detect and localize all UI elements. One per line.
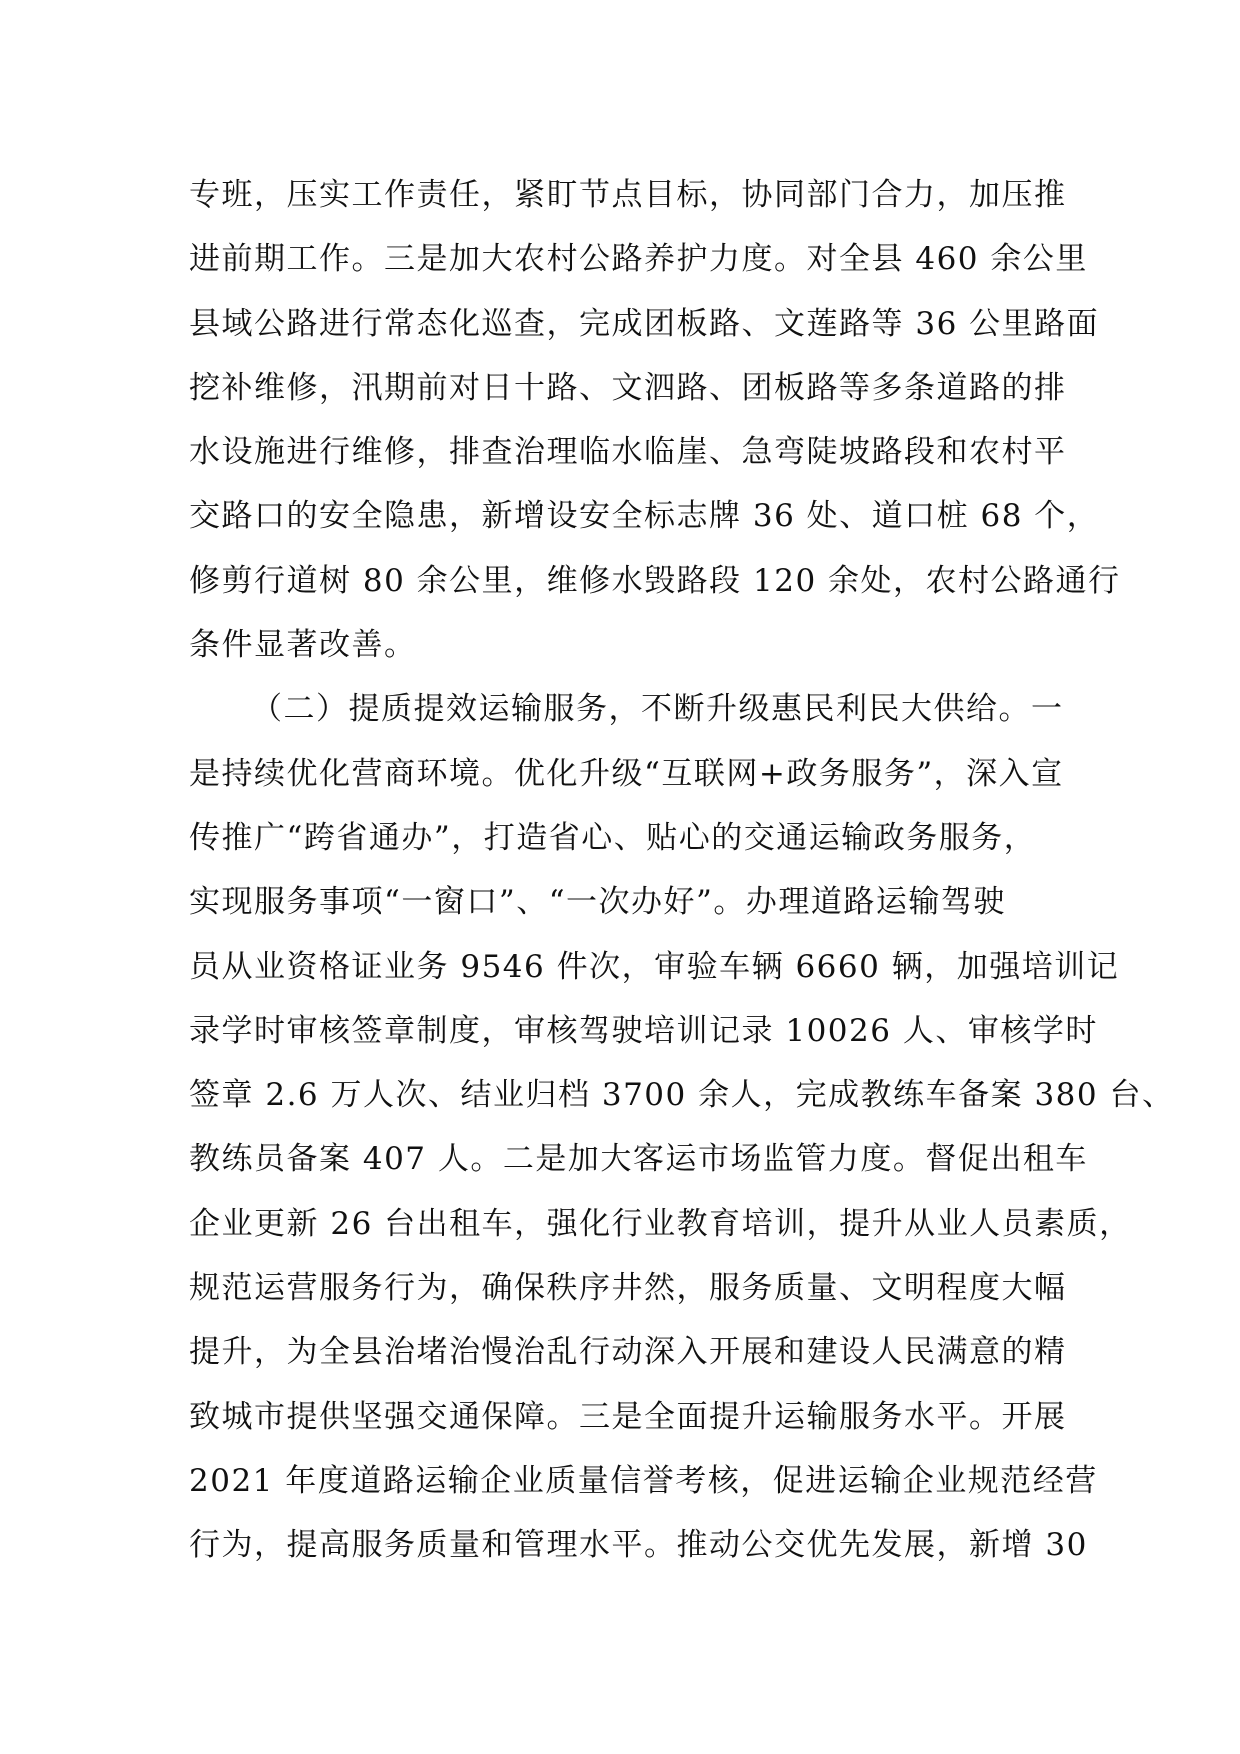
text-line: 实现服务事项“一窗口”、“一次办好”。办理道路运输驾驶 <box>189 884 1006 921</box>
text-line: 企业更新 26 台出租车，强化行业教育培训，提升从业人员素质， <box>189 1205 1132 1242</box>
text-line: 水设施进行维修，排查治理临水临崖、急弯陡坡路段和农村平 <box>189 434 1067 471</box>
text-line: 录学时审核签章制度，审核驾驶培训记录 10026 人、审核学时 <box>189 1012 1098 1049</box>
text-line: 员从业资格证业务 9546 件次，审验车辆 6660 辆，加强培训记 <box>189 948 1120 985</box>
text-line: 致城市提供坚强交通保障。三是全面提升运输服务水平。开展 <box>189 1398 1067 1435</box>
text-line: 规范运营服务行为，确保秩序井然，服务质量、文明程度大幅 <box>189 1270 1067 1307</box>
text-line: 提升，为全县治堵治慢治乱行动深入开展和建设人民满意的精 <box>189 1334 1067 1371</box>
text-line: 签章 2.6 万人次、结业归档 3700 余人，完成教练车备案 380 台、 <box>189 1077 1175 1114</box>
text-line: 行为，提高服务质量和管理水平。推动公交优先发展，新增 30 <box>189 1527 1088 1564</box>
text-line: 条件显著改善。 <box>189 627 417 664</box>
body-text <box>189 163 1175 1578</box>
text-line: 交路口的安全隐患，新增设安全标志牌 36 处、道口桩 68 个， <box>189 498 1100 535</box>
text-line: 县域公路进行常态化巡查，完成团板路、文莲路等 36 公里路面 <box>189 305 1100 342</box>
text-line: 挖补维修，汛期前对日十路、文泗路、团板路等多条道路的排 <box>189 369 1067 406</box>
text-line: 专班，压实工作责任，紧盯节点目标，协同部门合力，加压推 <box>189 177 1067 213</box>
text-line: 进前期工作。三是加大农村公路养护力度。对全县 460 余公里 <box>189 241 1088 278</box>
text-line: 教练员备案 407 人。二是加大客运市场监管力度。督促出租车 <box>189 1141 1088 1178</box>
section-heading-line: （二）提质提效运输服务，不断升级惠民利民大供给。一 <box>251 691 1064 728</box>
text-line: 2021 年度道路运输企业质量信誉考核，促进运输企业规范经营 <box>189 1462 1098 1499</box>
text-line: 修剪行道树 80 余公里，维修水毁路段 120 余处，农村公路通行 <box>189 562 1121 599</box>
text-line: 是持续优化营商环境。优化升级“互联网+政务服务”，深入宣 <box>189 755 1064 792</box>
text-line: 传推广“跨省通办”，打造省心、贴心的交通运输政务服务， <box>189 819 1037 856</box>
